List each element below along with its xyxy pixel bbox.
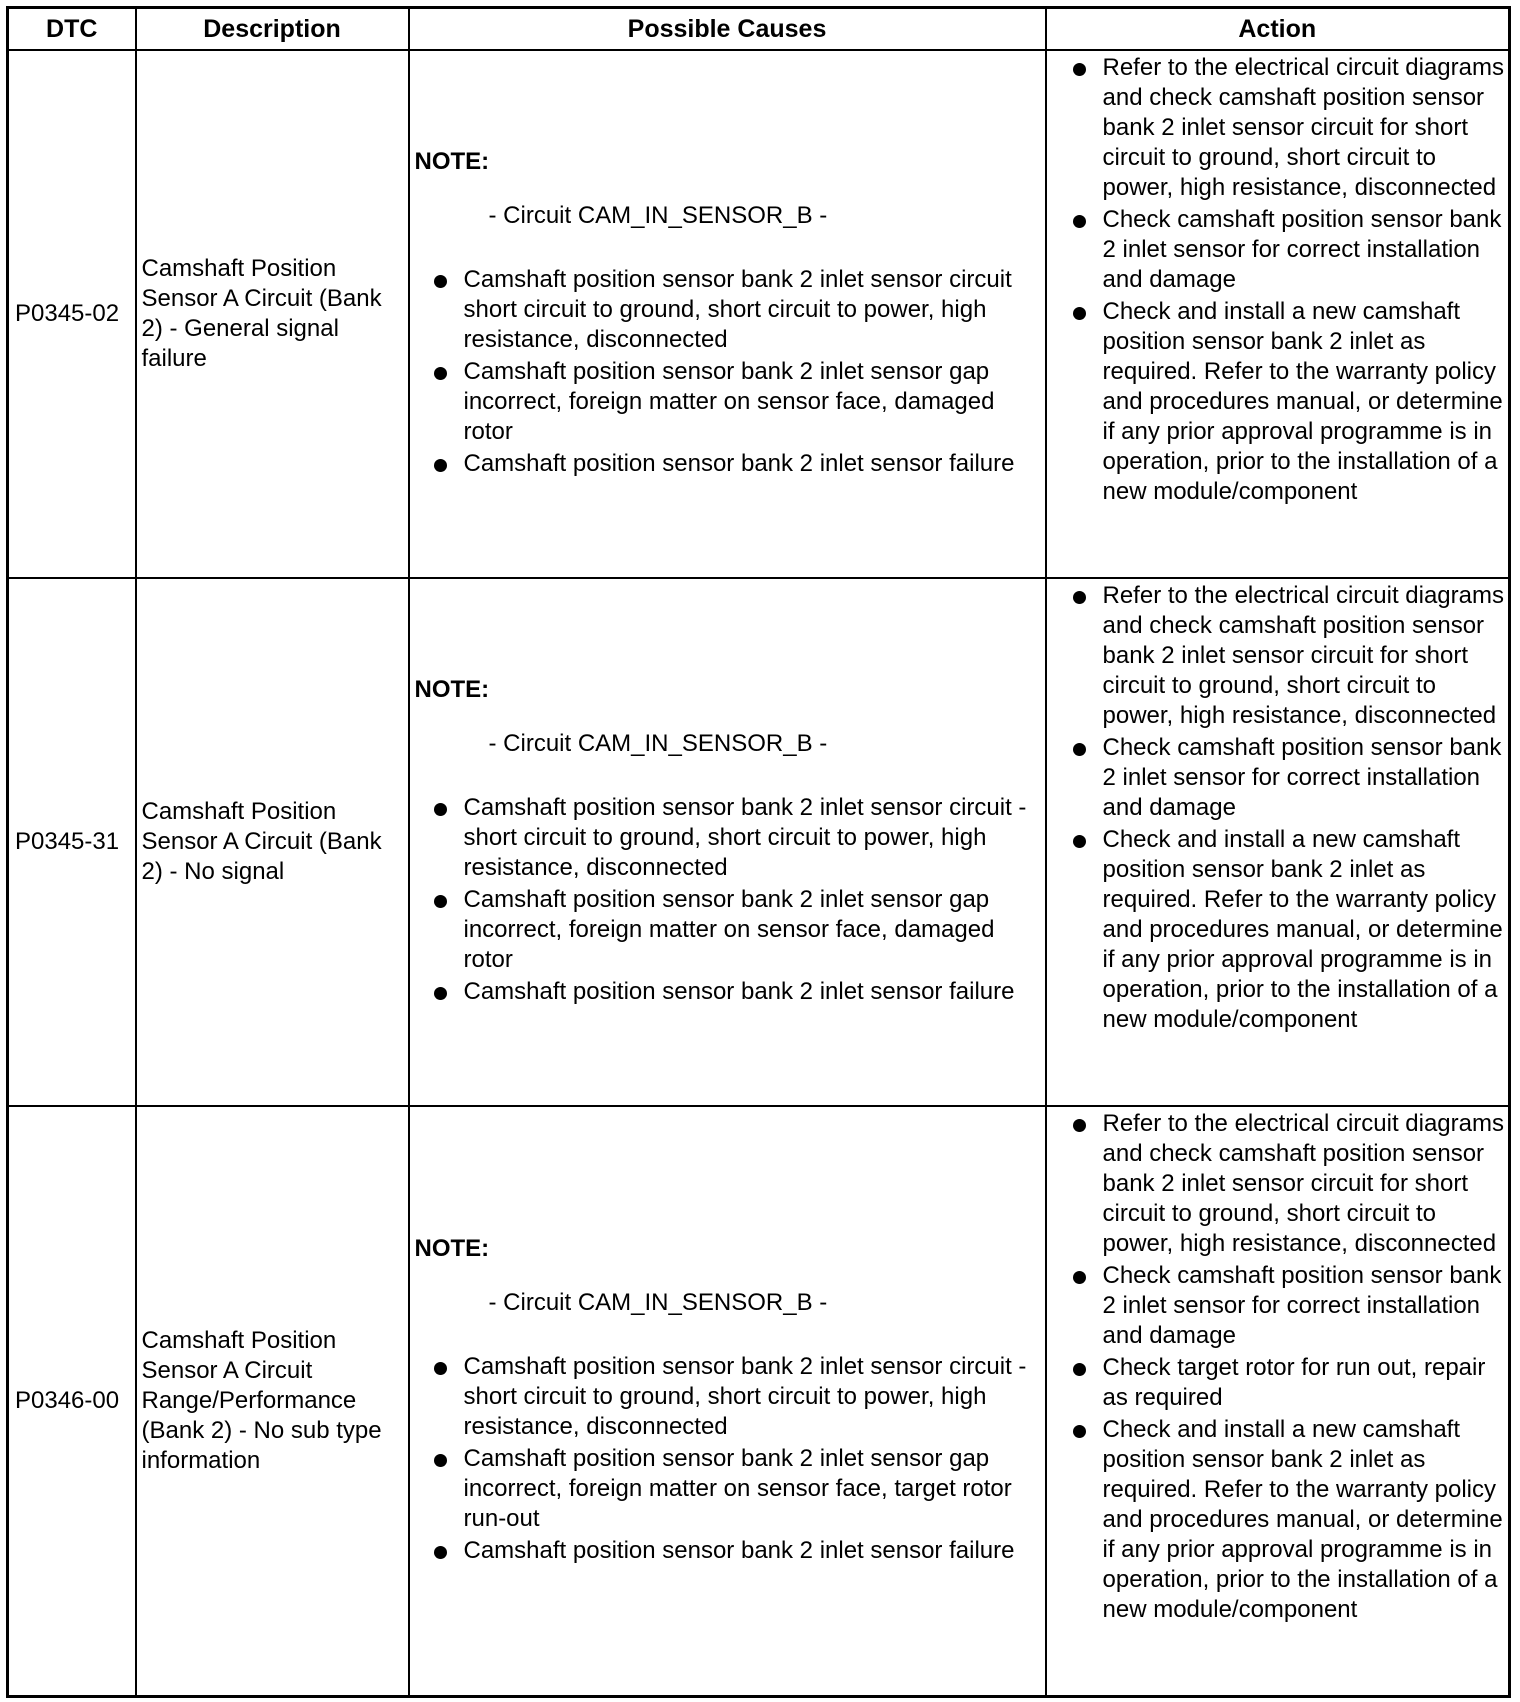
action-item: Check camshaft position sensor bank 2 inlet sensor for correct installation and damage [1052,733,1505,823]
note-label: NOTE: [414,676,490,703]
action-item: Check and install a new camshaft position sensor bank 2 inlet as required. Refer to the warranty policy and procedures manual, or determine if any prior approval programme is in operation, prior to the installation of a new module/component [1052,1415,1505,1625]
cause-item: Camshaft position sensor bank 2 inlet sensor gap incorrect, foreign matter on sensor face, damaged rotor [415,885,1039,975]
header-possible-causes: Possible Causes [409,8,1046,51]
cause-item: Camshaft position sensor bank 2 inlet sensor gap incorrect, foreign matter on sensor face, damaged rotor [415,357,1039,447]
causes-list [415,1352,1039,1566]
causes-list [415,793,1039,1007]
action-item: Check camshaft position sensor bank 2 inlet sensor for correct installation and damage [1052,205,1505,295]
dtc-description: Camshaft Position Sensor A Circuit (Bank 2) - General signal failure [136,50,409,578]
cause-item: Camshaft position sensor bank 2 inlet sensor failure [415,449,1039,479]
cause-item: Camshaft position sensor bank 2 inlet sensor circuit - short circuit to ground, short circuit to power, high resistance, disconnected [415,1352,1039,1442]
circuit-name: - Circuit CAM_IN_SENSOR_B - [488,202,828,229]
actions-list [1052,1109,1505,1625]
circuit-name: - Circuit CAM_IN_SENSOR_B - [488,1288,828,1316]
action-item: Check and install a new camshaft position sensor bank 2 inlet as required. Refer to the warranty policy and procedures manual, or determine if any prior approval programme is in operation, prior to the installation of a new module/component [1052,825,1505,1035]
table-row [8,578,1510,1106]
cause-item: Camshaft position sensor bank 2 inlet sensor circuit short circuit to ground, short circuit to power, high resistance, disconnected [415,265,1039,355]
header-action: Action [1046,8,1510,51]
action-cell [1046,578,1510,1106]
note-label: NOTE: [414,1234,490,1262]
note-label: NOTE: [414,148,490,175]
possible-causes-cell [409,50,1046,578]
cause-item: Camshaft position sensor bank 2 inlet sensor gap incorrect, foreign matter on sensor face, target rotor run-out [415,1444,1039,1534]
circuit-name: - Circuit CAM_IN_SENSOR_B - [488,730,828,757]
dtc-table [6,6,1511,1698]
dtc-description: Camshaft Position Sensor A Circuit Range/Performance (Bank 2) - No sub type information [136,1106,409,1696]
action-item: Refer to the electrical circuit diagrams and check camshaft position sensor bank 2 inlet sensor circuit for short circuit to ground, short circuit to power, high resistance, disconnected [1052,1109,1505,1259]
actions-list [1052,581,1505,1035]
dtc-code: P0346-00 [8,1106,136,1696]
action-item: Check target rotor for run out, repair as required [1052,1353,1505,1413]
cause-item: Camshaft position sensor bank 2 inlet sensor failure [415,1536,1039,1566]
actions-list [1052,53,1505,507]
action-item: Check camshaft position sensor bank 2 inlet sensor for correct installation and damage [1052,1261,1505,1351]
possible-causes-cell [409,1106,1046,1696]
header-dtc: DTC [8,8,136,51]
cause-item: Camshaft position sensor bank 2 inlet sensor circuit - short circuit to ground, short circuit to power, high resistance, disconnected [415,793,1039,883]
action-cell [1046,1106,1510,1696]
causes-list [415,265,1039,479]
header-row [8,8,1510,51]
action-item: Check and install a new camshaft position sensor bank 2 inlet as required. Refer to the warranty policy and procedures manual, or determine if any prior approval programme is in operation, prior to the installation of a new module/component [1052,297,1505,507]
table-row [8,50,1510,578]
cause-item: Camshaft position sensor bank 2 inlet sensor failure [415,977,1039,1007]
action-item: Refer to the electrical circuit diagrams and check camshaft position sensor bank 2 inlet sensor circuit for short circuit to ground, short circuit to power, high resistance, disconnected [1052,581,1505,731]
dtc-code: P0345-31 [8,578,136,1106]
possible-causes-cell [409,578,1046,1106]
action-item: Refer to the electrical circuit diagrams and check camshaft position sensor bank 2 inlet sensor circuit for short circuit to ground, short circuit to power, high resistance, disconnected [1052,53,1505,203]
action-cell [1046,50,1510,578]
table-row [8,1106,1510,1696]
header-description: Description [136,8,409,51]
dtc-description: Camshaft Position Sensor A Circuit (Bank 2) - No signal [136,578,409,1106]
dtc-code: P0345-02 [8,50,136,578]
